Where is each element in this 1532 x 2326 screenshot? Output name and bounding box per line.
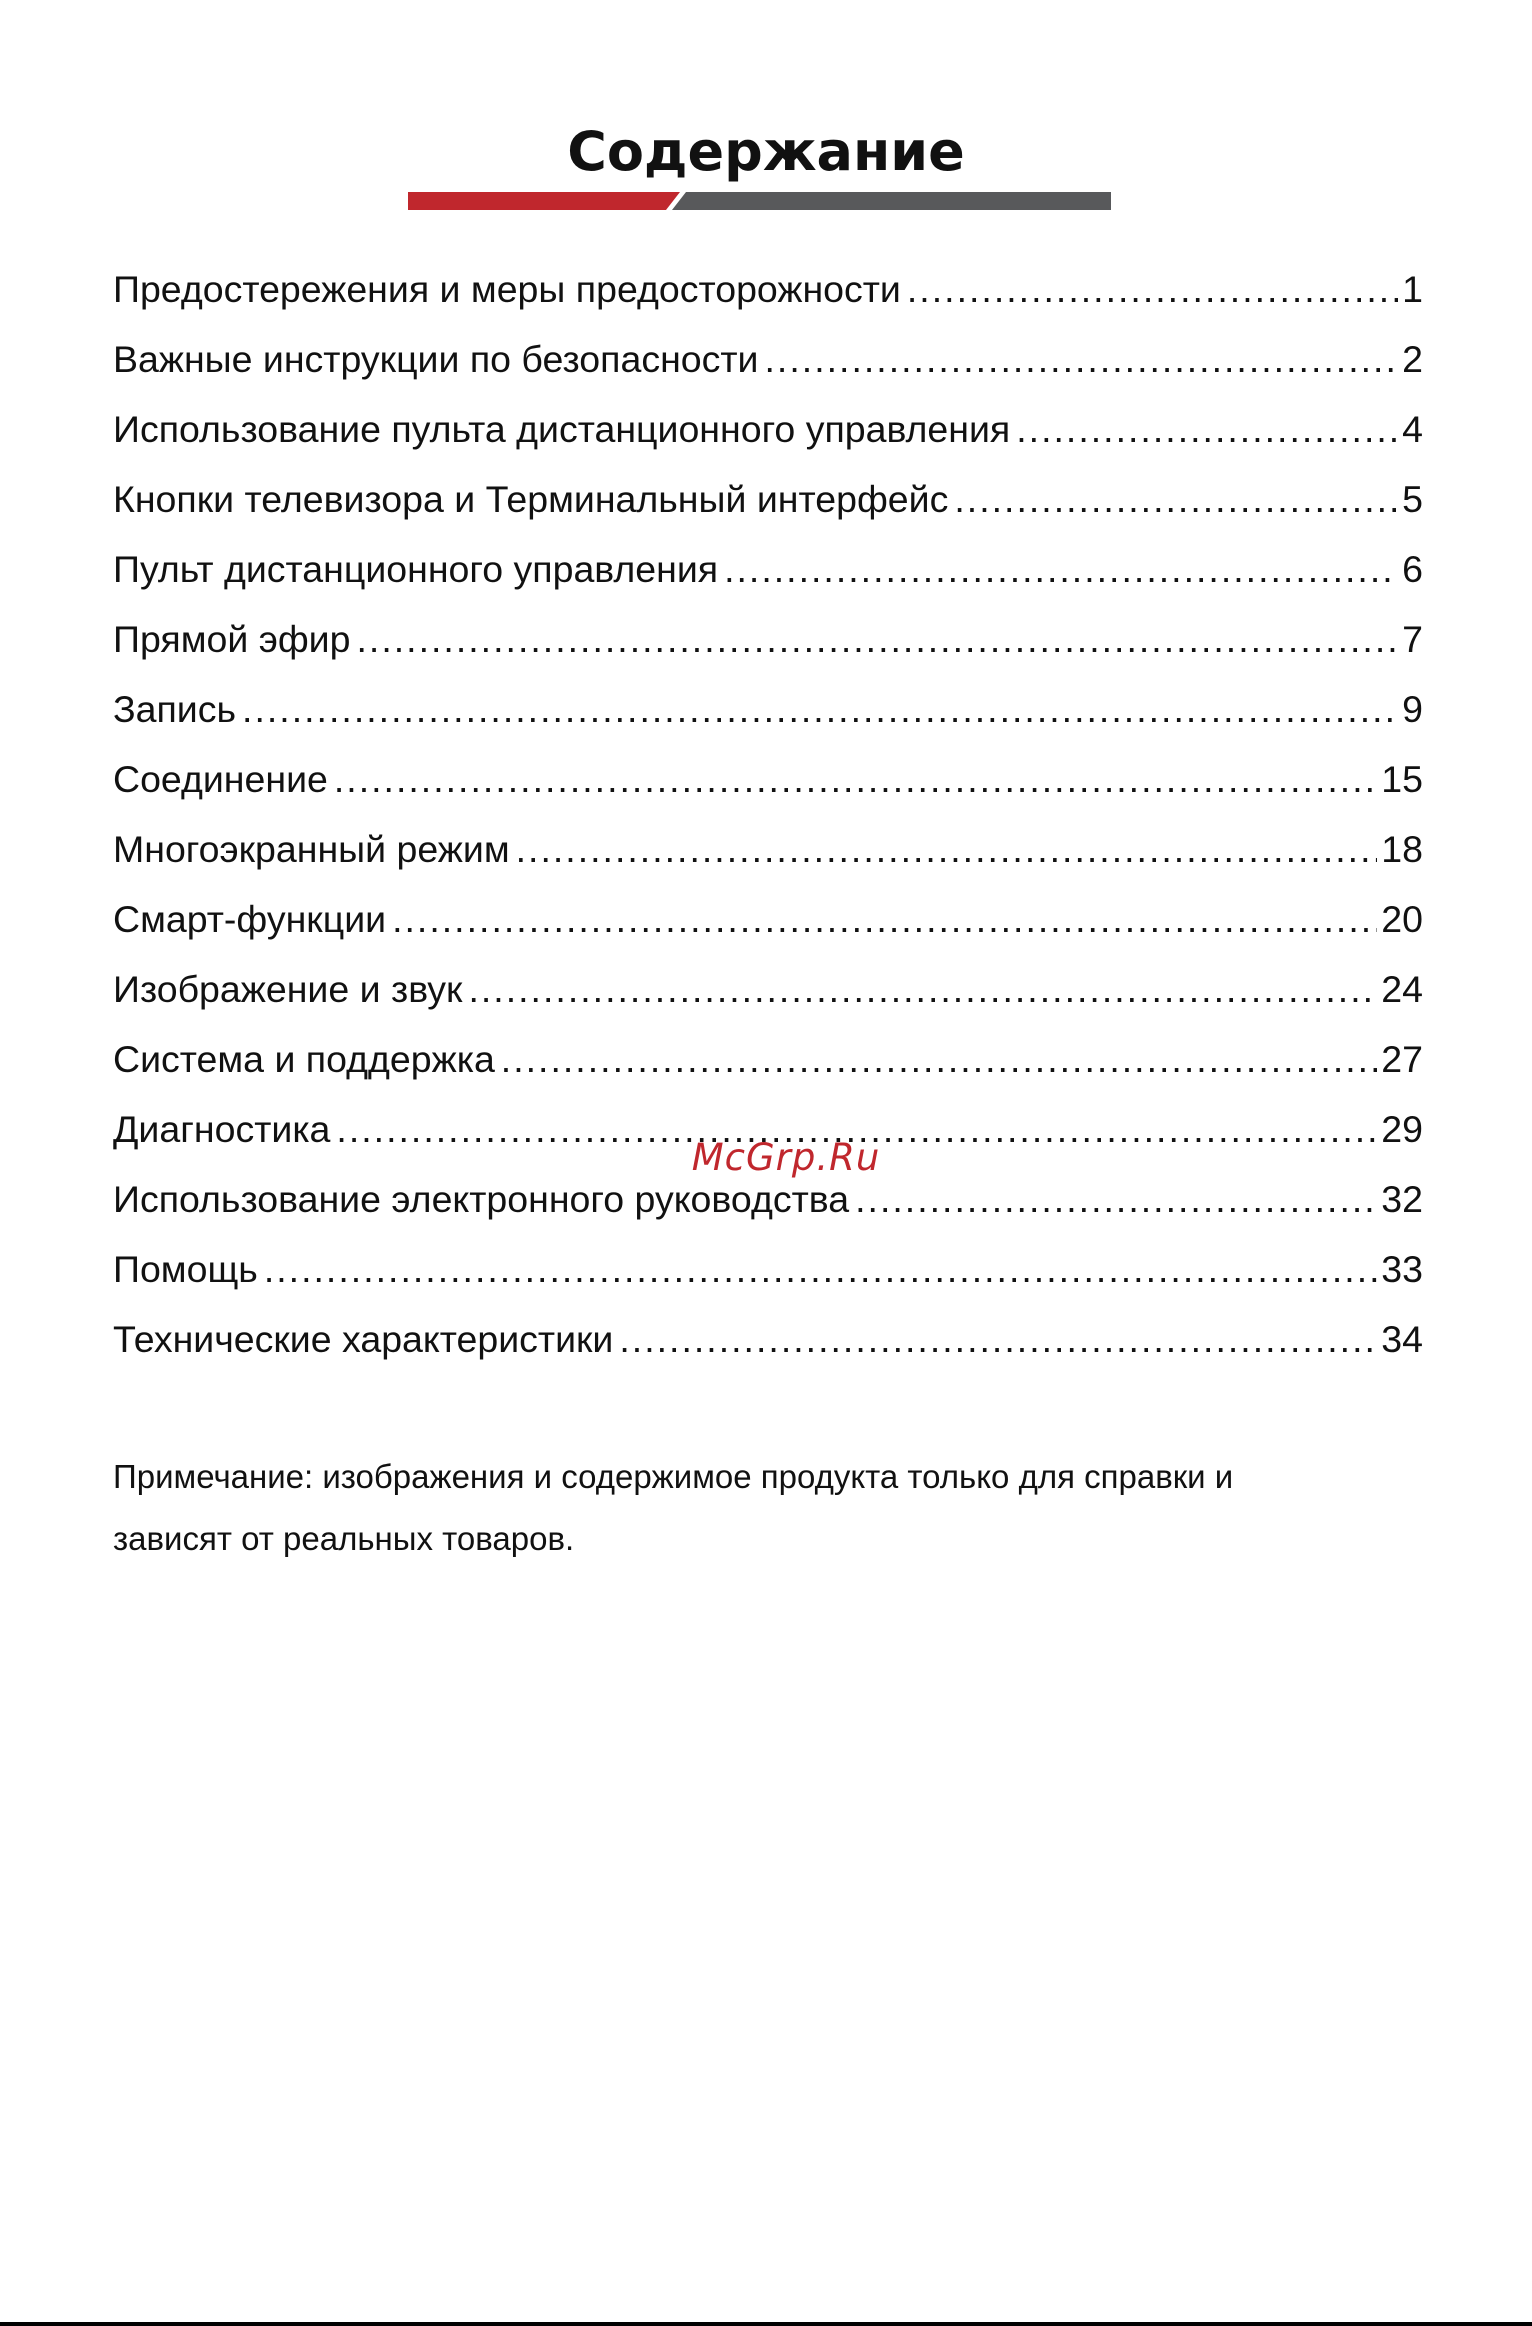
toc-entry-label: Многоэкранный режим bbox=[113, 828, 510, 870]
toc-entry-leader-dots bbox=[907, 254, 1398, 324]
toc-entry-page-number: 1 bbox=[1402, 268, 1423, 310]
title-underline bbox=[408, 192, 1111, 210]
toc-entry-leader-dots bbox=[357, 604, 1399, 674]
toc-entry-label: Смарт-функции bbox=[113, 898, 387, 940]
bottom-rule bbox=[0, 2322, 1532, 2326]
toc-entry-label: Технические характеристики bbox=[113, 1318, 614, 1360]
toc-entry-leader-dots bbox=[724, 534, 1398, 604]
toc-entry[interactable] bbox=[113, 394, 1423, 464]
toc-entry-label: Помощь bbox=[113, 1248, 258, 1290]
title-underline-red bbox=[408, 192, 680, 210]
toc-entry[interactable] bbox=[113, 744, 1423, 814]
toc-entry[interactable] bbox=[113, 464, 1423, 534]
toc-entry-leader-dots bbox=[516, 814, 1378, 884]
toc-entry[interactable] bbox=[113, 674, 1423, 744]
toc-entry-page-number: 9 bbox=[1402, 688, 1423, 730]
toc-entry-label: Использование пульта дистанционного управления bbox=[113, 408, 1011, 450]
watermark: McGrp.Ru bbox=[691, 1136, 881, 1179]
toc-entry-page-number: 20 bbox=[1381, 898, 1423, 940]
toc-entry-label: Запись bbox=[113, 688, 237, 730]
toc-entry-page-number: 5 bbox=[1402, 478, 1423, 520]
toc-entry[interactable] bbox=[113, 814, 1423, 884]
toc-entry-page-number: 33 bbox=[1381, 1248, 1423, 1290]
toc-entry-label: Изображение и звук bbox=[113, 968, 463, 1010]
toc-entry-leader-dots bbox=[501, 1024, 1377, 1094]
toc-entry-label: Предостережения и меры предосторожности bbox=[113, 268, 901, 310]
toc-entry-leader-dots bbox=[242, 674, 1398, 744]
toc-entry[interactable] bbox=[113, 954, 1423, 1024]
toc-entry-leader-dots bbox=[334, 744, 1377, 814]
toc-entry-label: Прямой эфир bbox=[113, 618, 351, 660]
toc-entry-leader-dots bbox=[264, 1234, 1377, 1304]
toc-entry-label: Диагностика bbox=[113, 1108, 331, 1150]
toc-entry-page-number: 7 bbox=[1402, 618, 1423, 660]
toc-entry[interactable] bbox=[113, 884, 1423, 954]
toc-entry-page-number: 27 bbox=[1381, 1038, 1423, 1080]
toc-entry[interactable] bbox=[113, 1024, 1423, 1094]
note bbox=[113, 1446, 1433, 1570]
toc-entry[interactable] bbox=[113, 254, 1423, 324]
toc-entry-page-number: 2 bbox=[1402, 338, 1423, 380]
toc-entry-label: Система и поддержка bbox=[113, 1038, 495, 1080]
toc-entry[interactable] bbox=[113, 534, 1423, 604]
page-title: Содержание bbox=[567, 120, 965, 183]
note-line-2: зависят от реальных товаров. bbox=[113, 1520, 575, 1557]
toc-entry[interactable] bbox=[113, 604, 1423, 674]
title-underline-gray bbox=[672, 192, 1111, 210]
toc-entry[interactable] bbox=[113, 1234, 1423, 1304]
toc-entry-label: Пульт дистанционного управления bbox=[113, 548, 719, 590]
toc-entry-page-number: 18 bbox=[1381, 828, 1423, 870]
toc-entry-leader-dots bbox=[619, 1304, 1377, 1374]
toc-entry-label: Важные инструкции по безопасности bbox=[113, 338, 759, 380]
toc-entry[interactable] bbox=[113, 1304, 1423, 1374]
toc-entry-page-number: 15 bbox=[1381, 758, 1423, 800]
table-of-contents bbox=[113, 254, 1423, 1374]
toc-entry-leader-dots bbox=[392, 884, 1377, 954]
toc-entry-page-number: 32 bbox=[1381, 1178, 1423, 1220]
toc-entry-leader-dots bbox=[954, 464, 1398, 534]
toc-entry-leader-dots bbox=[468, 954, 1377, 1024]
toc-entry-label: Использование электронного руководства bbox=[113, 1178, 850, 1220]
toc-entry-page-number: 34 bbox=[1381, 1318, 1423, 1360]
toc-entry[interactable] bbox=[113, 324, 1423, 394]
toc-entry-page-number: 4 bbox=[1402, 408, 1423, 450]
toc-entry-label: Соединение bbox=[113, 758, 328, 800]
note-line-1: Примечание: изображения и содержимое продукта только для справки и bbox=[113, 1458, 1234, 1495]
toc-entry-page-number: 29 bbox=[1381, 1108, 1423, 1150]
toc-entry-leader-dots bbox=[1016, 394, 1398, 464]
toc-entry-leader-dots bbox=[765, 324, 1399, 394]
toc-entry-page-number: 6 bbox=[1402, 548, 1423, 590]
toc-entry-label: Кнопки телевизора и Терминальный интерфейс bbox=[113, 478, 949, 520]
toc-entry-page-number: 24 bbox=[1381, 968, 1423, 1010]
